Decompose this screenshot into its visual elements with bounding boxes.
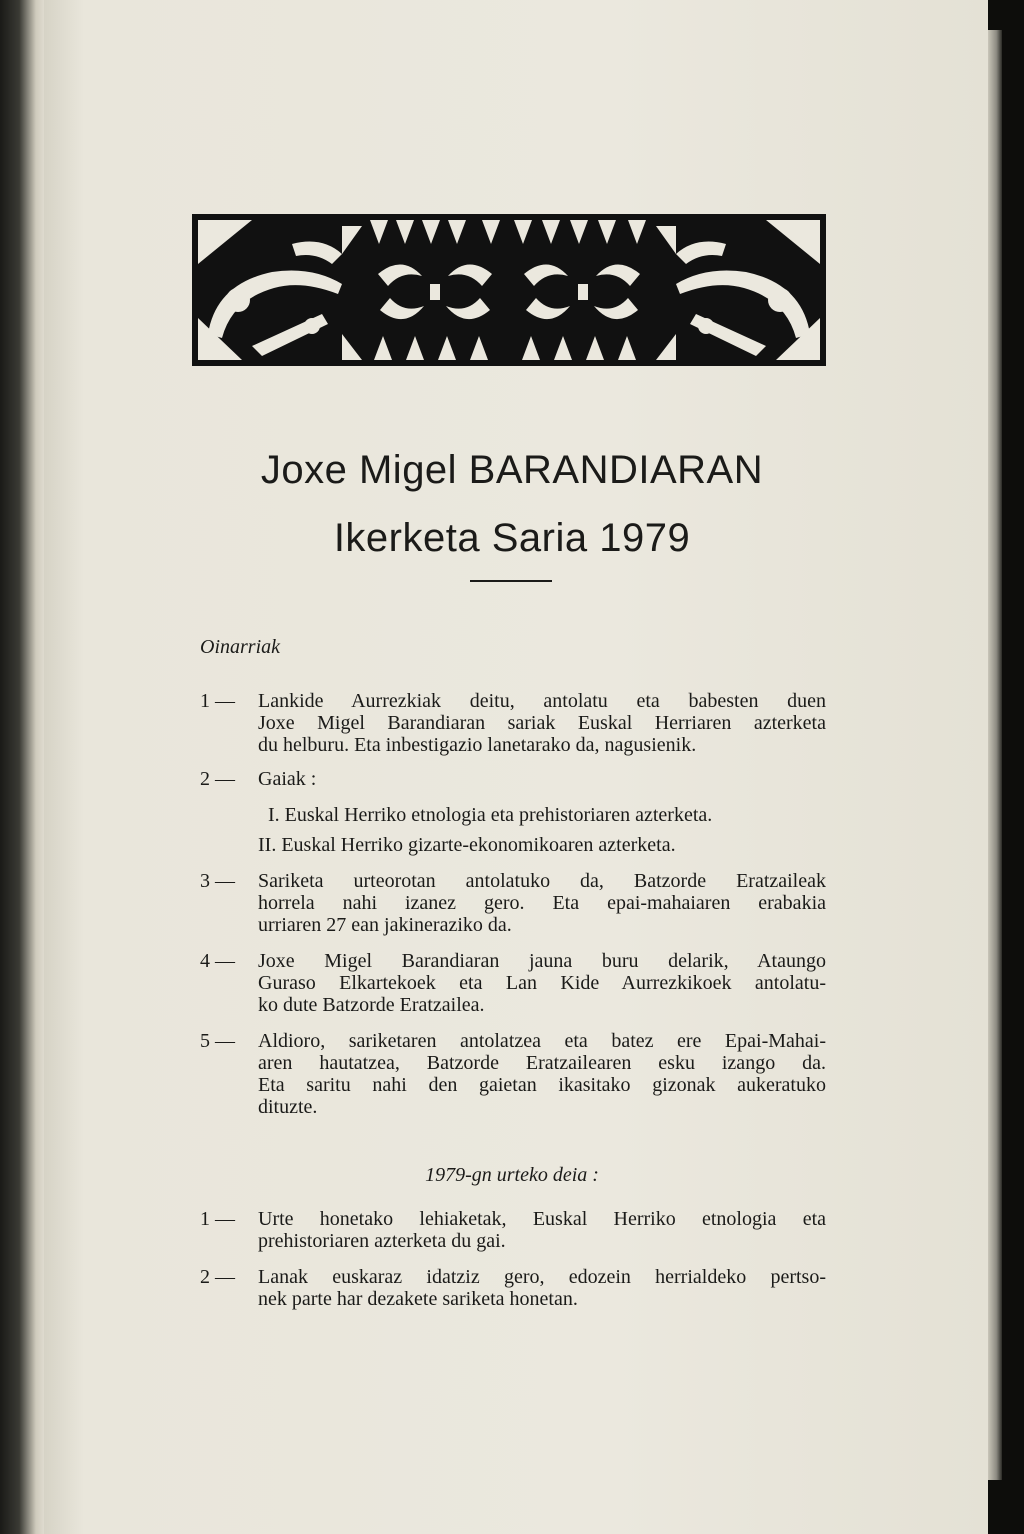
list-item <box>200 1208 826 1252</box>
list-item <box>200 1266 826 1310</box>
item-number: 1 — <box>200 1208 235 1230</box>
item-number: 2 — <box>200 1266 235 1288</box>
section-heading-deia: 1979-gn urteko deia : <box>425 1164 599 1186</box>
item-text: Joxe Migel Barandiaran jauna buru delarik, Ataungo <box>258 950 826 972</box>
item-number: 3 — <box>200 870 235 892</box>
item-text: horrela nahi izanez gero. Eta epai-mahaiaren erabakia <box>258 892 826 914</box>
item-text: Guraso Elkartekoek eta Lan Kide Aurrezkikoek antolatu- <box>258 972 826 994</box>
item-number: 1 — <box>200 690 235 712</box>
gaiak-item: I. Euskal Herriko etnologia eta prehistoriaren azterketa. <box>268 804 713 826</box>
item-text: du helburu. Eta inbestigazio lanetarako da, nagusienik. <box>258 734 697 756</box>
item-text: Aldioro, sariketaren antolatzea eta batez ere Epai-Mahai- <box>258 1030 826 1052</box>
item-text: aren hautatzea, Batzorde Eratzailearen esku izango da. <box>258 1052 826 1074</box>
title-name: Joxe Migel BARANDIARAN <box>260 448 764 492</box>
item-text: Lankide Aurrezkiak deitu, antolatu eta babesten duen <box>258 690 826 712</box>
page-edge <box>988 30 1002 1480</box>
title-prize: Ikerketa Saria 1979 <box>333 516 691 560</box>
list-item <box>200 950 826 1016</box>
item-text: Lanak euskaraz idatziz gero, edozein herrialdeko pertso- <box>258 1266 826 1288</box>
list-item <box>200 1030 826 1118</box>
section-heading-oinarriak: Oinarriak <box>200 636 280 658</box>
list-item <box>200 870 826 936</box>
item-text: ko dute Batzorde Eratzailea. <box>258 994 485 1016</box>
item-number: 4 — <box>200 950 235 972</box>
item-text: Joxe Migel Barandiaran sariak Euskal Herriaren azterketa <box>258 712 826 734</box>
list-item <box>200 690 826 756</box>
item-text: Sariketa urteorotan antolatuko da, Batzorde Eratzaileak <box>258 870 826 892</box>
ornament-frieze <box>192 214 826 366</box>
gaiak-item: II. Euskal Herriko gizarte-ekonomikoaren azterketa. <box>258 834 676 856</box>
item-text: prehistoriaren azterketa du gai. <box>258 1230 506 1252</box>
item-text: Urte honetako lehiaketak, Euskal Herriko etnologia eta <box>258 1208 826 1230</box>
item-text: nek parte har dezakete sariketa honetan. <box>258 1288 578 1310</box>
item-text: Eta saritu nahi den gaietan ikasitako gizonak aukeratuko <box>258 1074 826 1096</box>
title-divider <box>470 580 552 582</box>
book-spine <box>0 0 48 1534</box>
item-number: 2 — <box>200 768 235 790</box>
item-text: dituzte. <box>258 1096 318 1118</box>
item-text: Gaiak : <box>258 768 317 790</box>
list-item <box>200 768 826 790</box>
item-number: 5 — <box>200 1030 235 1052</box>
item-text: urriaren 27 ean jakineraziko da. <box>258 914 512 936</box>
